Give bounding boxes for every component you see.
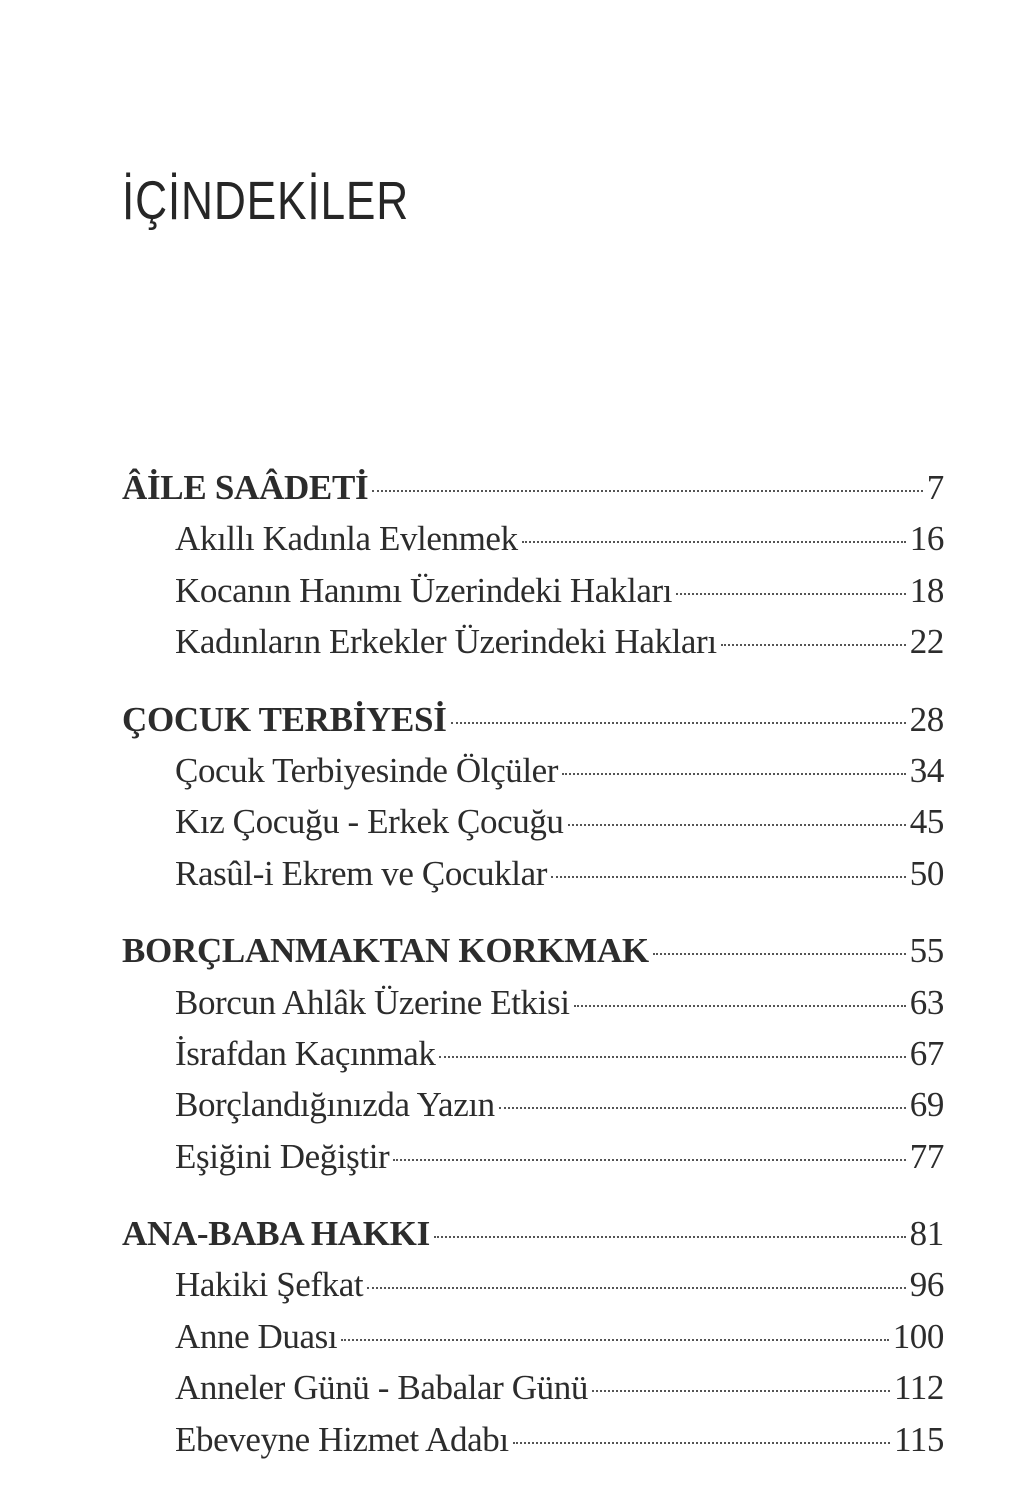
toc-chapter-entry[interactable] bbox=[122, 694, 944, 745]
toc-subentry[interactable] bbox=[122, 977, 944, 1028]
table-of-contents bbox=[122, 462, 944, 1491]
page-number: 63 bbox=[909, 982, 944, 1022]
toc-section bbox=[122, 1208, 944, 1465]
dot-leader bbox=[451, 722, 906, 724]
page-number: 7 bbox=[926, 468, 944, 507]
page-number: 18 bbox=[909, 570, 944, 610]
subentry-title: Hakiki Şefkat bbox=[175, 1265, 364, 1305]
toc-subentry[interactable] bbox=[122, 796, 944, 847]
subentry-title: Borçlandığınızda Yazın bbox=[175, 1085, 495, 1125]
page-number: 96 bbox=[909, 1265, 944, 1305]
subentry-title: Kız Çocuğu - Erkek Çocuğu bbox=[175, 802, 564, 842]
dot-leader bbox=[653, 953, 906, 955]
toc-subentry[interactable] bbox=[122, 1028, 944, 1079]
subentry-title: İsrafdan Kaçınmak bbox=[175, 1033, 436, 1073]
subentry-title: Ebeveyne Hizmet Adabı bbox=[175, 1419, 509, 1459]
page-number: 22 bbox=[909, 622, 944, 662]
subentry-title: Akıllı Kadınla Evlenmek bbox=[175, 519, 518, 559]
page-number: 112 bbox=[893, 1368, 944, 1408]
page-number: 55 bbox=[909, 931, 944, 971]
toc-section bbox=[122, 694, 944, 900]
toc-subentry[interactable] bbox=[122, 1414, 944, 1465]
dot-leader bbox=[499, 1107, 906, 1109]
subentry-title: Çocuk Terbiyesinde Ölçüler bbox=[175, 750, 559, 790]
toc-section bbox=[122, 925, 944, 1182]
page-number: 67 bbox=[909, 1033, 944, 1073]
chapter-title: ÂİLE SAÂDETİ bbox=[122, 468, 369, 507]
dot-leader bbox=[393, 1159, 906, 1161]
toc-chapter-entry[interactable] bbox=[122, 925, 944, 976]
page-number: 81 bbox=[909, 1214, 944, 1254]
subentry-title: Kadınların Erkekler Üzerindeki Hakları bbox=[175, 622, 717, 662]
toc-subentry[interactable] bbox=[122, 1079, 944, 1130]
page-number: 100 bbox=[892, 1316, 944, 1356]
subentry-title: Borcun Ahlâk Üzerine Etkisi bbox=[175, 982, 570, 1022]
dot-leader bbox=[372, 490, 922, 492]
page-number: 34 bbox=[909, 750, 944, 790]
dot-leader bbox=[551, 876, 906, 878]
dot-leader bbox=[676, 593, 906, 595]
toc-subentry[interactable] bbox=[122, 745, 944, 796]
subentry-title: Eşiğini Değiştir bbox=[175, 1136, 390, 1176]
chapter-title: ANA-BABA HAKKI bbox=[122, 1214, 430, 1254]
page-number: 77 bbox=[909, 1136, 944, 1176]
page-number: 69 bbox=[909, 1085, 944, 1125]
dot-leader bbox=[439, 1056, 905, 1058]
page-number: 28 bbox=[909, 699, 944, 739]
page-title: İÇİNDEKİLER bbox=[122, 171, 410, 231]
page-number: 50 bbox=[909, 853, 944, 893]
dot-leader bbox=[574, 1005, 906, 1007]
toc-subentry[interactable] bbox=[122, 1259, 944, 1310]
dot-leader bbox=[341, 1339, 888, 1341]
page-number: 16 bbox=[909, 519, 944, 559]
page-number: 45 bbox=[909, 802, 944, 842]
toc-subentry[interactable] bbox=[122, 1131, 944, 1182]
dot-leader bbox=[562, 773, 906, 775]
chapter-title: BORÇLANMAKTAN KORKMAK bbox=[122, 931, 649, 971]
toc-subentry[interactable] bbox=[122, 616, 944, 667]
toc-subentry[interactable] bbox=[122, 565, 944, 616]
toc-subentry[interactable] bbox=[122, 513, 944, 564]
chapter-title: ÇOCUK TERBİYESİ bbox=[122, 699, 447, 739]
toc-section bbox=[122, 462, 944, 668]
subentry-title: Kocanın Hanımı Üzerindeki Hakları bbox=[175, 570, 673, 610]
toc-subentry[interactable] bbox=[122, 1311, 944, 1362]
toc-chapter-entry[interactable] bbox=[122, 1208, 944, 1259]
dot-leader bbox=[592, 1390, 890, 1392]
dot-leader bbox=[367, 1287, 906, 1289]
subentry-title: Anneler Günü - Babalar Günü bbox=[175, 1368, 588, 1408]
toc-chapter-entry[interactable] bbox=[122, 462, 944, 513]
page-number: 115 bbox=[893, 1419, 944, 1459]
toc-subentry[interactable] bbox=[122, 1362, 944, 1413]
dot-leader bbox=[434, 1236, 906, 1238]
dot-leader bbox=[568, 824, 906, 826]
dot-leader bbox=[721, 644, 906, 646]
dot-leader bbox=[513, 1442, 890, 1444]
toc-subentry[interactable] bbox=[122, 848, 944, 899]
subentry-title: Rasûl-i Ekrem ve Çocuklar bbox=[175, 853, 547, 893]
subentry-title: Anne Duası bbox=[175, 1316, 338, 1356]
dot-leader bbox=[522, 541, 906, 543]
